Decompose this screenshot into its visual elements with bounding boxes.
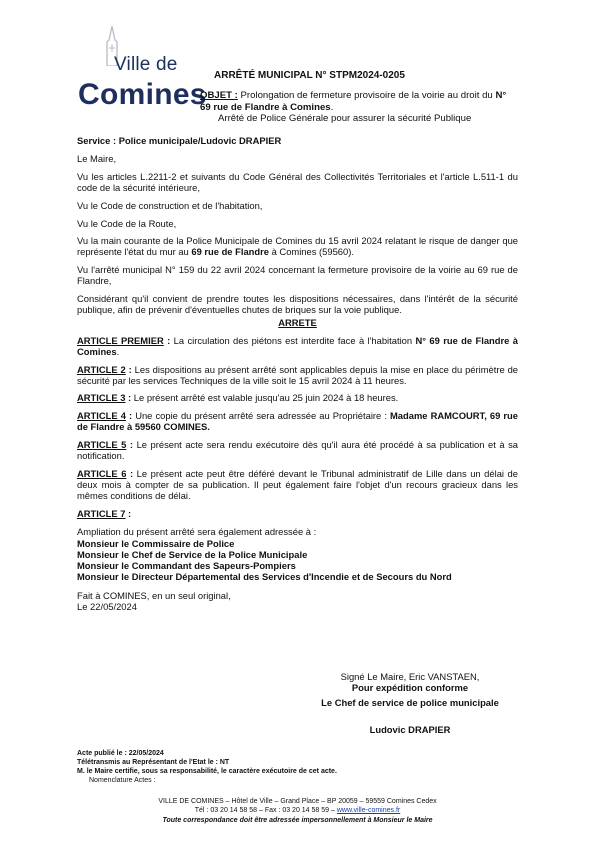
article-sep: :: [126, 439, 137, 451]
signature-name: Ludovic DRAPIER: [369, 723, 451, 735]
article-7: [77, 509, 518, 520]
vu-code-route: Vu le Code de la Route,: [77, 217, 177, 229]
teletransmis: Télétransmis au Représentant de l'Etat le : NT: [77, 759, 230, 767]
article-label: ARTICLE 3: [77, 392, 126, 404]
article-sep: :: [125, 507, 132, 519]
article-1: [77, 336, 518, 358]
article-label: ARTICLE 2: [77, 363, 126, 375]
signature-maire: Signé Le Maire, Eric VANSTAEN,: [340, 671, 480, 682]
article-label: ARTICLE PREMIER: [77, 334, 164, 346]
fait-a: Fait à COMINES, en un seul original,: [77, 590, 231, 602]
recipient: Monsieur le Commissaire de Police: [77, 538, 235, 550]
footer-phone-text: Tél : 03 20 14 58 58 – Fax : 03 20 14 58 59 –: [194, 807, 337, 815]
certification: M. le Maire certifie, sous sa responsabilité, le caractère exécutoire de cet acte.: [77, 768, 337, 776]
article-text: Le présent arrêté est valable jusqu'au 25 juin 2024 à 18 heures.: [133, 392, 399, 404]
article-label: ARTICLE 6: [77, 467, 127, 479]
article-sep: :: [163, 334, 174, 346]
article-sep: :: [126, 467, 137, 479]
vu-code-construction: Vu le Code de construction et de l'habitation,: [77, 199, 263, 211]
objet-end: .: [330, 101, 334, 113]
article-bold: Madame RAMCOURT, 69 rue de Flandre à 59560 COMINES.: [77, 410, 518, 433]
article-end: .: [116, 345, 120, 357]
article-label: ARTICLE 7: [77, 507, 126, 519]
article-sep: :: [125, 410, 136, 422]
logo: [78, 26, 207, 116]
recipient: Monsieur le Commandant des Sapeurs-Pompiers: [77, 560, 296, 572]
document-date: Le 22/05/2024: [77, 601, 137, 612]
footer-address: VILLE DE COMINES – Hôtel de Ville – Grand Place – BP 20059 – 59559 Comines Cedex: [158, 798, 437, 805]
le-maire: Le Maire,: [77, 152, 117, 164]
article-2: [77, 365, 518, 387]
nomenclature: Nomenclature Actes :: [89, 777, 156, 785]
recipient: Monsieur le Chef de Service de la Police Municipale: [77, 549, 308, 561]
document-title: ARRÊTÉ MUNICIPAL N° STPM2024-0205: [214, 70, 405, 81]
objet-address: N° 69 rue de Flandre à Comines: [200, 90, 507, 113]
vu-main-courante-address: 69 rue de Flandre: [191, 246, 269, 258]
logo-comines: Comines: [78, 78, 207, 111]
objet-text: Prolongation de fermeture provisoire de la voirie au droit du: [237, 90, 496, 101]
objet-line: [200, 90, 510, 113]
article-text: Les dispositions au présent arrêté sont applicables depuis la mise en place du périmètre de sécurité par les services Techniques de la ville soit le 15 avril 2024 à 11 heures.: [77, 363, 518, 386]
ampliation: Ampliation du présent arrêté sera également adressée à :: [77, 525, 317, 537]
recipient: Monsieur le Directeur Départemental des Services d'Incendie et de Secours du Nord: [77, 571, 452, 583]
signature-block: [280, 672, 540, 736]
article-label: ARTICLE 5: [77, 439, 127, 451]
article-text: La circulation des piétons est interdite face à l'habitation: [173, 334, 416, 346]
footer-contact: [0, 797, 595, 825]
footer-note: Toute correspondance doit être adressée impersonnellement à Monsieur le Maire: [162, 816, 433, 824]
vu-arrete-159: Vu l'arrêté municipal N° 159 du 22 avril 2024 concernant la fermeture provisoire de la voirie au 69 rue de Flandre,: [77, 264, 518, 287]
article-4: [77, 411, 518, 433]
website-link[interactable]: www.ville-comines.fr: [336, 807, 401, 815]
considerant: Considérant qu'il convient de prendre toutes les dispositions nécessaires, dans l'intérêt de la sécurité publique, afin de prévenir d'éventuelles chutes de briques sur la voie publique.: [77, 293, 518, 315]
article-text: Une copie du présent arrêté sera adressée au Propriétaire :: [135, 410, 390, 422]
service-line: Service : Police municipale/Ludovic DRAPIER: [77, 135, 282, 146]
vu-main-courante: [77, 236, 518, 258]
objet-subtitle: Arrêté de Police Générale pour assurer la sécurité Publique: [218, 113, 472, 124]
signature-chef: Le Chef de service de police municipale: [321, 696, 499, 708]
arrete-heading: ARRETE: [278, 316, 317, 328]
article-text: Le présent acte sera rendu exécutoire dès qu'il aura été procédé à sa publication et à sa notification.: [77, 439, 518, 462]
article-bold: N° 69 rue de Flandre à Comines: [77, 334, 518, 357]
objet-block: [200, 90, 510, 125]
vu-main-courante-end: à Comines (59560).: [269, 246, 354, 258]
logo-ville-de: Ville de: [114, 54, 178, 75]
footer-meta: [77, 749, 337, 785]
article-3: [77, 393, 518, 404]
signature-expedition: Pour expédition conforme: [351, 681, 469, 693]
article-text: Le présent acte peut être déféré devant le Tribunal administratif de Lille dans un délai de deux mois à compter de sa publication. Il peut également faire l'objet d'un recours gracieux dans les mêmes conditions de délai.: [77, 467, 518, 501]
vu-cgct: Vu les articles L.2211-2 et suivants du Code Général des Collectivités Territoriales et l'article L.511-1 du code de la sécurité intérieure,: [77, 170, 518, 193]
article-label: ARTICLE 4: [77, 410, 126, 422]
acte-publie: Acte publié le : 22/05/2024: [77, 750, 164, 757]
objet-label: OBJET :: [200, 90, 238, 101]
vu-main-courante-text: Vu la main courante de la Police Municipale de Comines du 15 avril 2024 relatant le risque de danger que représente l'état du mur au: [77, 235, 518, 258]
article-sep: :: [125, 392, 134, 404]
document-body: [77, 136, 518, 613]
article-5: [77, 440, 518, 462]
article-6: [77, 469, 518, 502]
article-sep: :: [125, 363, 135, 375]
footer-phone: [0, 806, 595, 815]
